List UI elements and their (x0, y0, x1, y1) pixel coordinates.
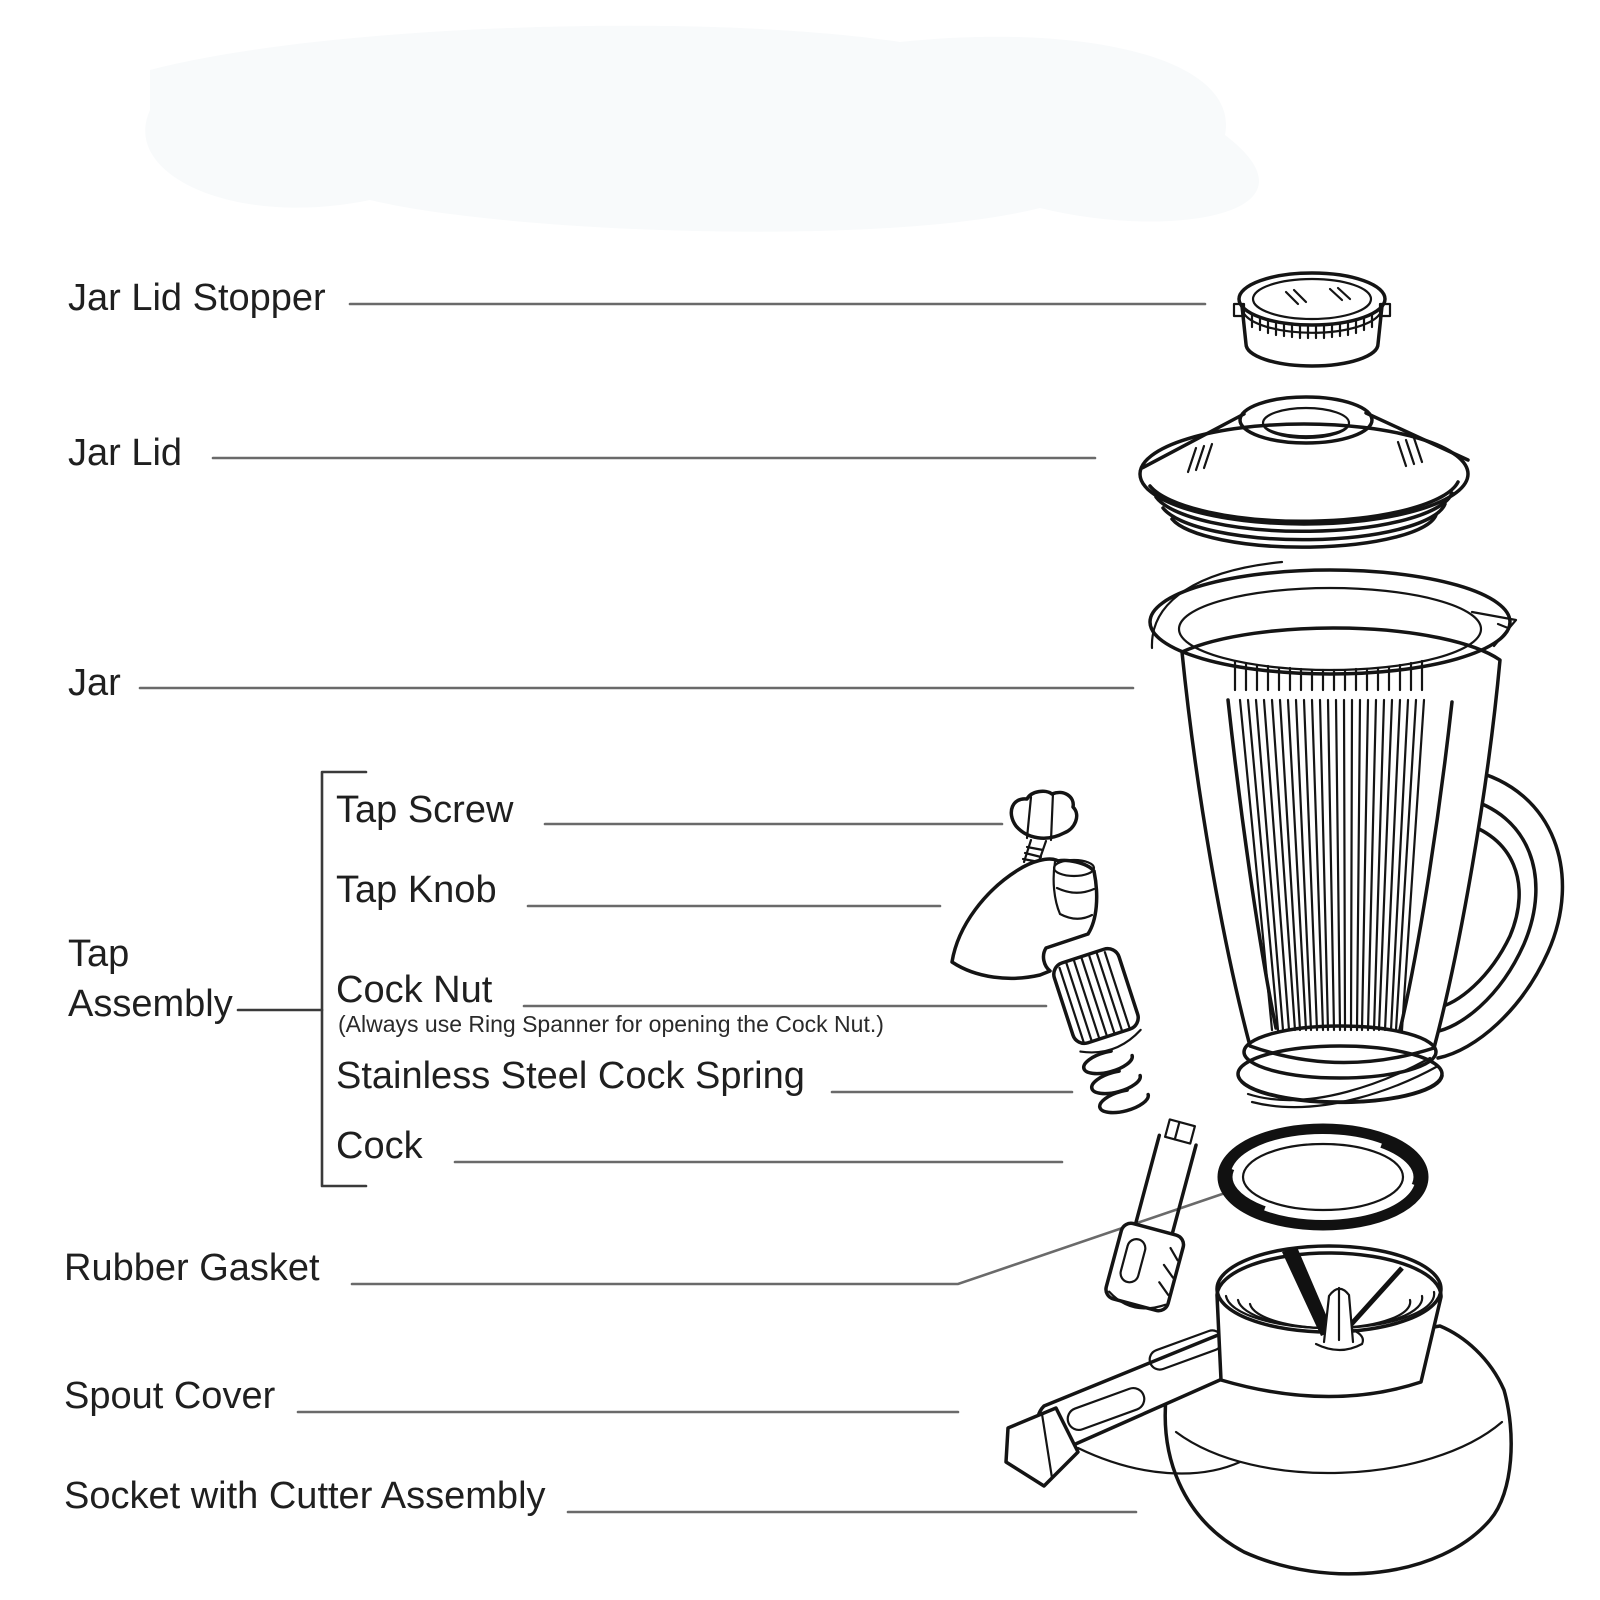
background-smudge (145, 26, 1259, 232)
tap-screw-head-facets (1027, 793, 1053, 840)
label-jar-lid-stopper: Jar Lid Stopper (68, 277, 326, 319)
label-tap-knob: Tap Knob (336, 869, 497, 911)
leader-rubber-gasket (352, 1190, 1234, 1284)
label-tap-assembly-line1: Tap (68, 933, 130, 975)
labels (64, 277, 884, 1517)
stopper-inner-rim (1253, 279, 1371, 319)
label-jar-lid: Jar Lid (68, 432, 183, 474)
stopper-knurl-lower-arc (1243, 312, 1381, 333)
jar-lid-drawing (1140, 397, 1468, 547)
stopper-top-hatch (1286, 288, 1350, 304)
jar-drawing (1150, 562, 1562, 1107)
jar-body (1182, 628, 1500, 1063)
cock-nut-drawing (1051, 946, 1146, 1060)
socket-drawing (1006, 1246, 1511, 1574)
label-spout-cover: Spout Cover (64, 1375, 276, 1417)
lid-cone-edges (1142, 413, 1468, 468)
tap-screw-drawing (1011, 791, 1076, 864)
jar-lid-stopper-drawing (1234, 273, 1390, 366)
spring-coil-3 (1097, 1085, 1150, 1117)
label-cock-nut-note: (Always use Ring Spanner for opening the Cock Nut.) (338, 1011, 884, 1037)
label-socket: Socket with Cutter Assembly (64, 1475, 546, 1517)
stopper-body (1242, 306, 1382, 366)
cock-spring-drawing (1081, 1046, 1150, 1117)
lid-skirt-rings (1150, 482, 1458, 547)
tap-screw-head (1011, 791, 1076, 838)
label-tap-screw: Tap Screw (336, 789, 514, 831)
label-jar: Jar (68, 662, 121, 704)
label-cock-nut: Cock Nut (336, 969, 493, 1011)
rubber-gasket-drawing (1225, 1131, 1421, 1223)
label-cock: Cock (336, 1125, 423, 1167)
label-rubber-gasket: Rubber Gasket (64, 1247, 320, 1289)
gasket-inner-ring (1243, 1144, 1403, 1210)
label-cock-spring: Stainless Steel Cock Spring (336, 1055, 805, 1097)
label-tap-assembly-line2: Assembly (68, 983, 233, 1025)
